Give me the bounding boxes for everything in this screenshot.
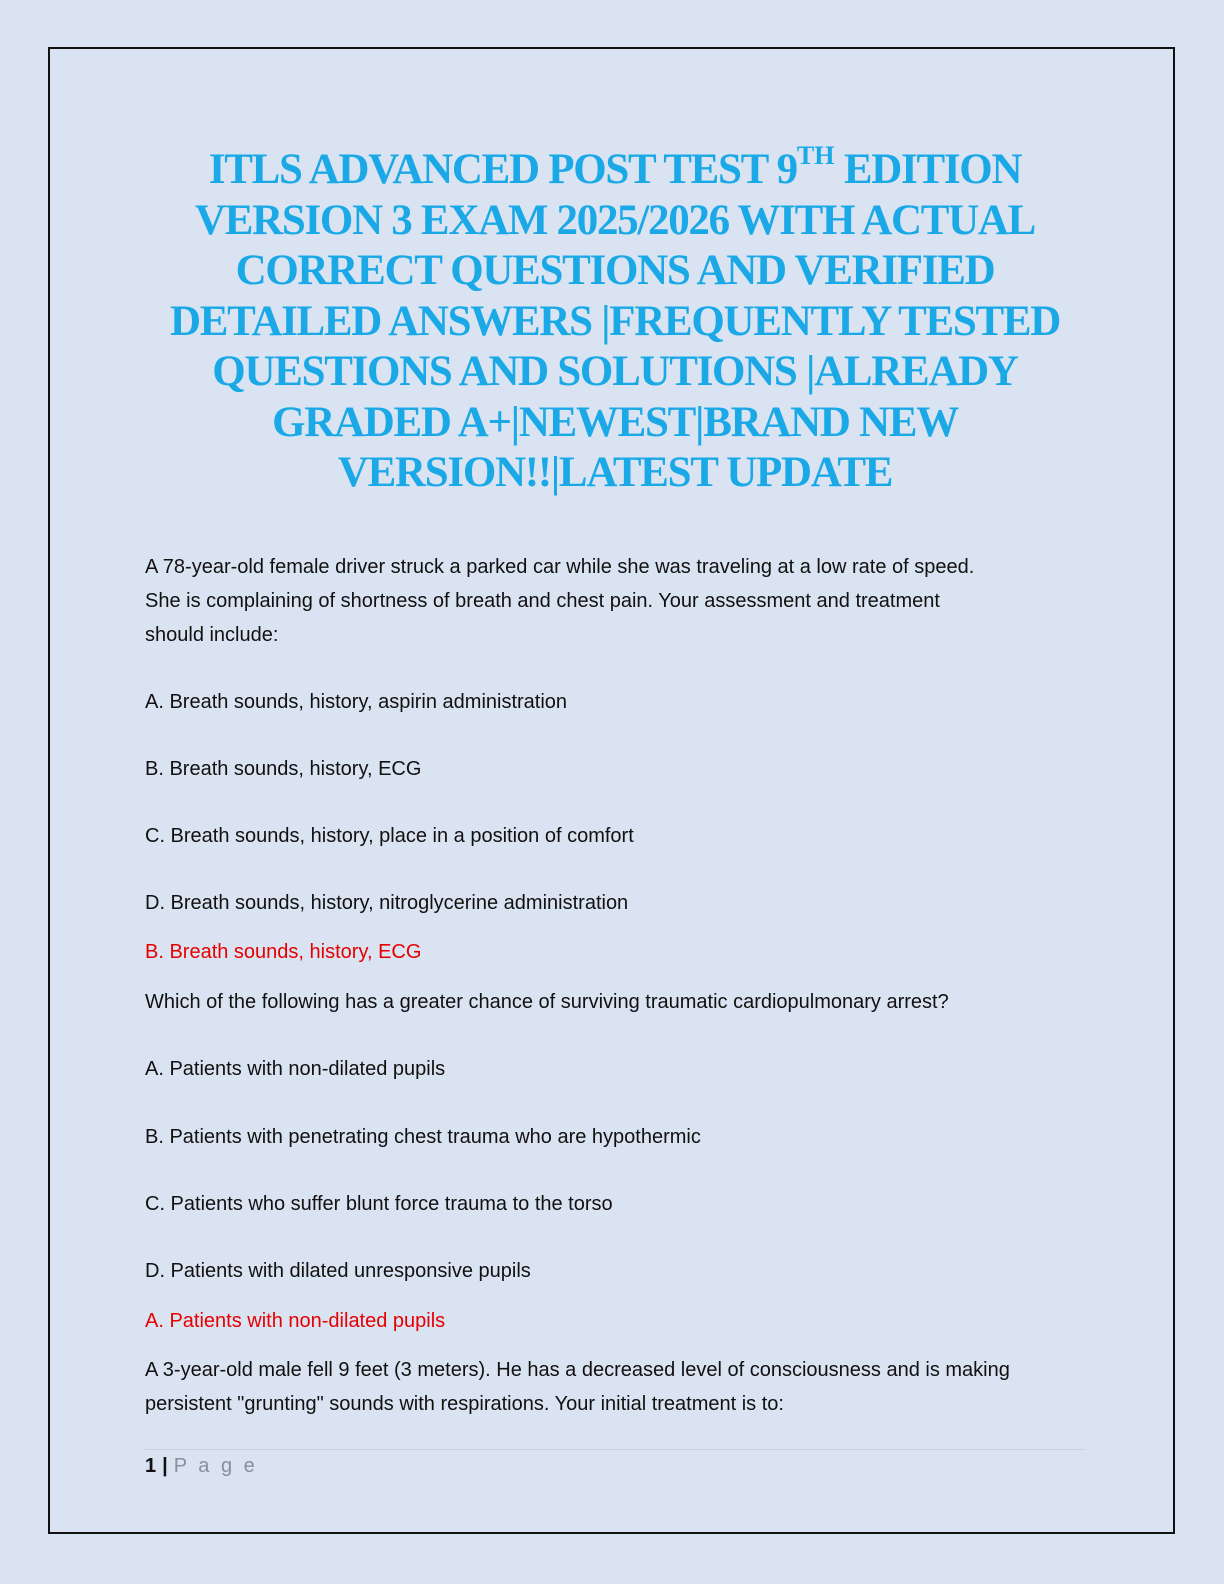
page-number: 1	[145, 1455, 157, 1477]
question-3-line-1: A 3-year-old male fell 9 feet (3 meters). He has a decreased level of consciousness and is making	[145, 1359, 1010, 1381]
question-1-option-a: A. Breath sounds, history, aspirin administration	[145, 691, 568, 713]
title-superscript: TH	[796, 140, 835, 170]
question-2-option-d: D. Patients with dilated unresponsive pupils	[145, 1260, 531, 1282]
question-1-option-b: B. Breath sounds, history, ECG	[145, 758, 422, 780]
question-1-line-3: should include:	[145, 624, 279, 646]
title-text-rest: EDITION VERSION 3 EXAM 2025/2026 WITH ACTUAL CORRECT QUESTIONS AND VERIFIED DETAILED ANSWERS |FREQUENTLY TESTED QUESTIONS AND SOLUTIONS |ALREADY GRADED A+|NEWEST|BRAND NEW VERSION!!|LATEST UPDATE	[170, 146, 1060, 496]
question-1-line-2: She is complaining of shortness of breath and chest pain. Your assessment and treatment	[145, 590, 940, 612]
question-1-answer: B. Breath sounds, history, ECG	[145, 941, 422, 963]
page-footer	[145, 1453, 258, 1479]
footer-divider	[145, 1449, 1085, 1450]
question-1-line-1: A 78-year-old female driver struck a parked car while she was traveling at a low rate of speed.	[145, 556, 975, 578]
question-2-option-b: B. Patients with penetrating chest trauma who are hypothermic	[145, 1126, 701, 1148]
question-3-line-2: persistent "grunting" sounds with respirations. Your initial treatment is to:	[145, 1393, 784, 1415]
page-label: P a g e	[173, 1455, 258, 1477]
document-title	[135, 140, 1095, 499]
question-1-option-c: C. Breath sounds, history, place in a position of comfort	[145, 825, 634, 847]
question-2-line-1: Which of the following has a greater chance of surviving traumatic cardiopulmonary arrest?	[145, 991, 949, 1013]
title-text-main: ITLS ADVANCED POST TEST 9	[208, 146, 797, 193]
question-1-option-d: D. Breath sounds, history, nitroglycerine administration	[145, 892, 629, 914]
question-2-answer: A. Patients with non-dilated pupils	[145, 1310, 446, 1332]
footer-separator: |	[162, 1455, 168, 1477]
question-2-option-a: A. Patients with non-dilated pupils	[145, 1058, 446, 1080]
question-2-option-c: C. Patients who suffer blunt force trauma to the torso	[145, 1193, 613, 1215]
